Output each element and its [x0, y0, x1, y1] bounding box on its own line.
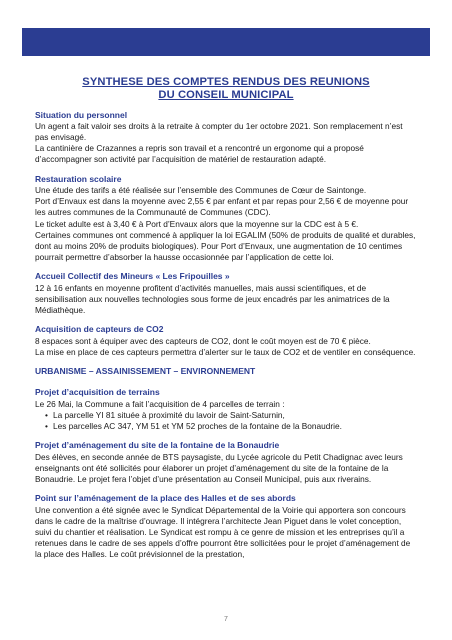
paragraph: Port d’Envaux est dans la moyenne avec 2,55 € par enfant et par repas pour 2,56 € de moyenne pour les autres communes de la Communauté de Communes (CDC). [35, 196, 409, 218]
paragraph: Le 26 Mai, la Commune a fait l’acquisition de 4 parcelles de terrain : [35, 398, 285, 409]
list-item: • Les parcelles AC 347, YM 51 et YM 52 proches de la fontaine de la Bonaudrie. [45, 421, 418, 432]
section-terrains [35, 387, 418, 431]
parcel-list [35, 410, 418, 432]
heading-co2: Acquisition de capteurs de CO2 [35, 324, 164, 335]
paragraph: Un agent a fait valoir ses droits à la retraite à compter du 1er octobre 2021. Son remplacement n’est pas envisagé. [35, 121, 403, 143]
page-title [22, 76, 430, 102]
section-halles [35, 493, 418, 560]
heading-urbanisme: URBANISME – ASSAINISSEMENT – ENVIRONNEMENT [35, 366, 256, 377]
page-number: 7 [224, 616, 228, 623]
paragraph: La mise en place de ces capteurs permettra d’alerter sur le taux de CO2 et de ventiler en conséquence. [35, 346, 416, 357]
paragraph: Une convention a été signée avec le Syndicat Départemental de la Voirie qui apportera son concours dans le cadre de la maîtrise d’ouvrage. Il intégrera l’architecte Jean Piguet dans le volet conception, suivi du chantier et réalisation. Le Syndicat est rompu à ce genre de mission et les entreprises qu’il a retenues dans le cadre de ses appels d’offre pourront être sollicitées pour le projet d’aménagement de la place des Halles. Le coût prévisionnel de la prestation, [35, 504, 411, 559]
heading-restauration: Restauration scolaire [35, 174, 122, 185]
section-accueil [35, 271, 418, 315]
paragraph: Des élèves, en seconde année de BTS paysagiste, du Lycée agricole du Petit Chadignac avec leurs enseignants ont été sollicités pour élaborer un projet d’aménagement du site de la fontaine de la Bonaudrie. Le projet fera l’objet d’une présentation au Conseil Municipal, puis aux riverains. [35, 451, 403, 484]
paragraph: 8 espaces sont à équiper avec des capteurs de CO2, dont le coût moyen est de 70 € pièce. [35, 335, 371, 346]
header-band [22, 28, 430, 56]
heading-accueil: Accueil Collectif des Mineurs « Les Fripouilles » [35, 271, 230, 282]
heading-terrains: Projet d’acquisition de terrains [35, 387, 160, 398]
title-line-1: SYNTHESE DES COMPTES RENDUS DES REUNIONS [82, 76, 370, 88]
paragraph: 12 à 16 enfants en moyenne profitent d’activités manuelles, mais aussi scientifiques, et de sensibilisation aux nouvelles technologies sous forme de jeux encadrés par les animatrices de la Médiathèque. [35, 282, 390, 315]
document-body [35, 110, 418, 569]
section-co2 [35, 324, 418, 357]
section-fontaine [35, 440, 418, 484]
section-personnel [35, 110, 418, 166]
heading-halles: Point sur l’aménagement de la place des Halles et de ses abords [35, 493, 296, 504]
list-item: • La parcelle YI 81 située à proximité du lavoir de Saint-Saturnin, [45, 410, 418, 421]
paragraph: Une étude des tarifs a été réalisée sur l’ensemble des Communes de Cœur de Saintonge. [35, 185, 367, 196]
heading-personnel: Situation du personnel [35, 110, 128, 120]
paragraph: Le ticket adulte est à 3,40 € à Port d’Envaux alors que la moyenne sur la CDC est à 5 €. [35, 218, 359, 229]
title-line-2: DU CONSEIL MUNICIPAL [158, 89, 294, 101]
heading-fontaine: Projet d’aménagement du site de la fontaine de la Bonaudrie [35, 440, 280, 451]
section-restauration [35, 174, 418, 263]
paragraph: Certaines communes ont commencé à appliquer la loi EGALIM (50% de produits de qualité et durables, dont au moins 20% de produits biologiques). Pour Port d’Envaux, une augmentation de 10 centimes pourrait permettre d’absorber la hausse occasionnée par l’application de cette loi. [35, 229, 416, 262]
paragraph: La cantinière de Crazannes a repris son travail et a rencontré un ergonome qui a proposé d’accompagner son activité par l’acquisition de matériel de restauration adapté. [35, 143, 364, 165]
